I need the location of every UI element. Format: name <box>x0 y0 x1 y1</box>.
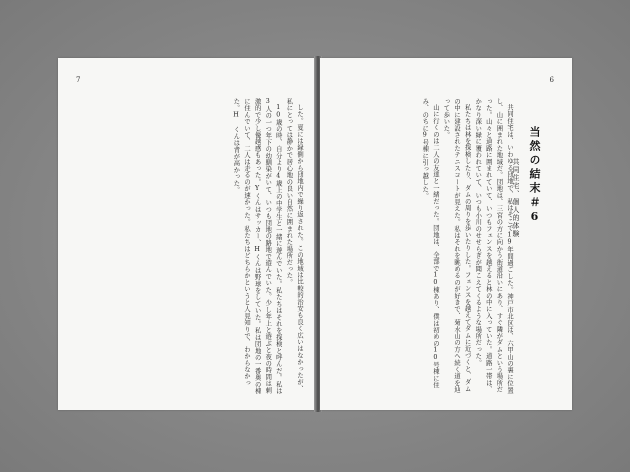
chapter-title-block <box>526 126 542 226</box>
right-page-body <box>338 98 514 398</box>
right-paragraph-3: 山に行くのは二人の友達と一緒だった。団地は、全部で10棟あり、僕は初めの10号棟に住み、のちに9号棟に引っ越した。 <box>421 98 439 389</box>
left-page-body <box>144 98 304 398</box>
left-page <box>58 58 316 410</box>
left-paragraph-1: した。夏には縁側から団地内で繰り返された。この地域は比較的治安も良く広いはなかったが、私にとっては静かで居心地の良い自然に囲まれた場所だった。 <box>285 98 303 393</box>
right-paragraph-1: 共同住宅は、いわゆる団地で、私はそこで19年間過ごした。神戸市北区は、六甲山の裏に位置し、山に囲まれた地域だ。団地は、三宮の方に向かう街道沿いにあり、すぐ隣がダムという場所だった。山々と道路に囲まれていて、いつもフェンスを越えると林の中に入っていた。道路一帯は、かなり深い緑に覆われていて、いつも小川のせせらぎが聞こえてくるような場所だった。 <box>474 98 513 394</box>
left-page-number: 7 <box>76 76 81 84</box>
left-paragraph-2: 10歳の時、自分より4歳上の中学生と一緒に遊んでいた。私たちはそれを探検と呼んだ。私は3人の一つ年下の幼馴染がいて、いつも団地の路地で遊んでいた。少し年上と遊ぶと夜の時間は刺激的で少し優越感もあった。Yくんはサッカー、Hくんは野球をしていた。私は団地の一番奥の棟に住んでいて、二人は走るのが速かった。私たちはどちらかというと人見知りで、わからなかった。H くんは背が高かった。 <box>232 98 282 395</box>
right-page <box>320 58 572 410</box>
right-paragraph-2: 私たちは林を探検したり、ダムの周りを歩いたりした。フェンスを越えてダムに近づくと、ダムの中に建設されたテニスコートが見えた。私はそれを眺めるのが好きで、菊水山の方へ続く道を辿って歩いた。 <box>442 98 471 393</box>
right-page-number: 6 <box>549 76 554 84</box>
chapter-title: 当然の結末＃6 <box>528 126 541 226</box>
chapter-subtitle: 共同住宅、個人的体験 <box>511 158 519 238</box>
